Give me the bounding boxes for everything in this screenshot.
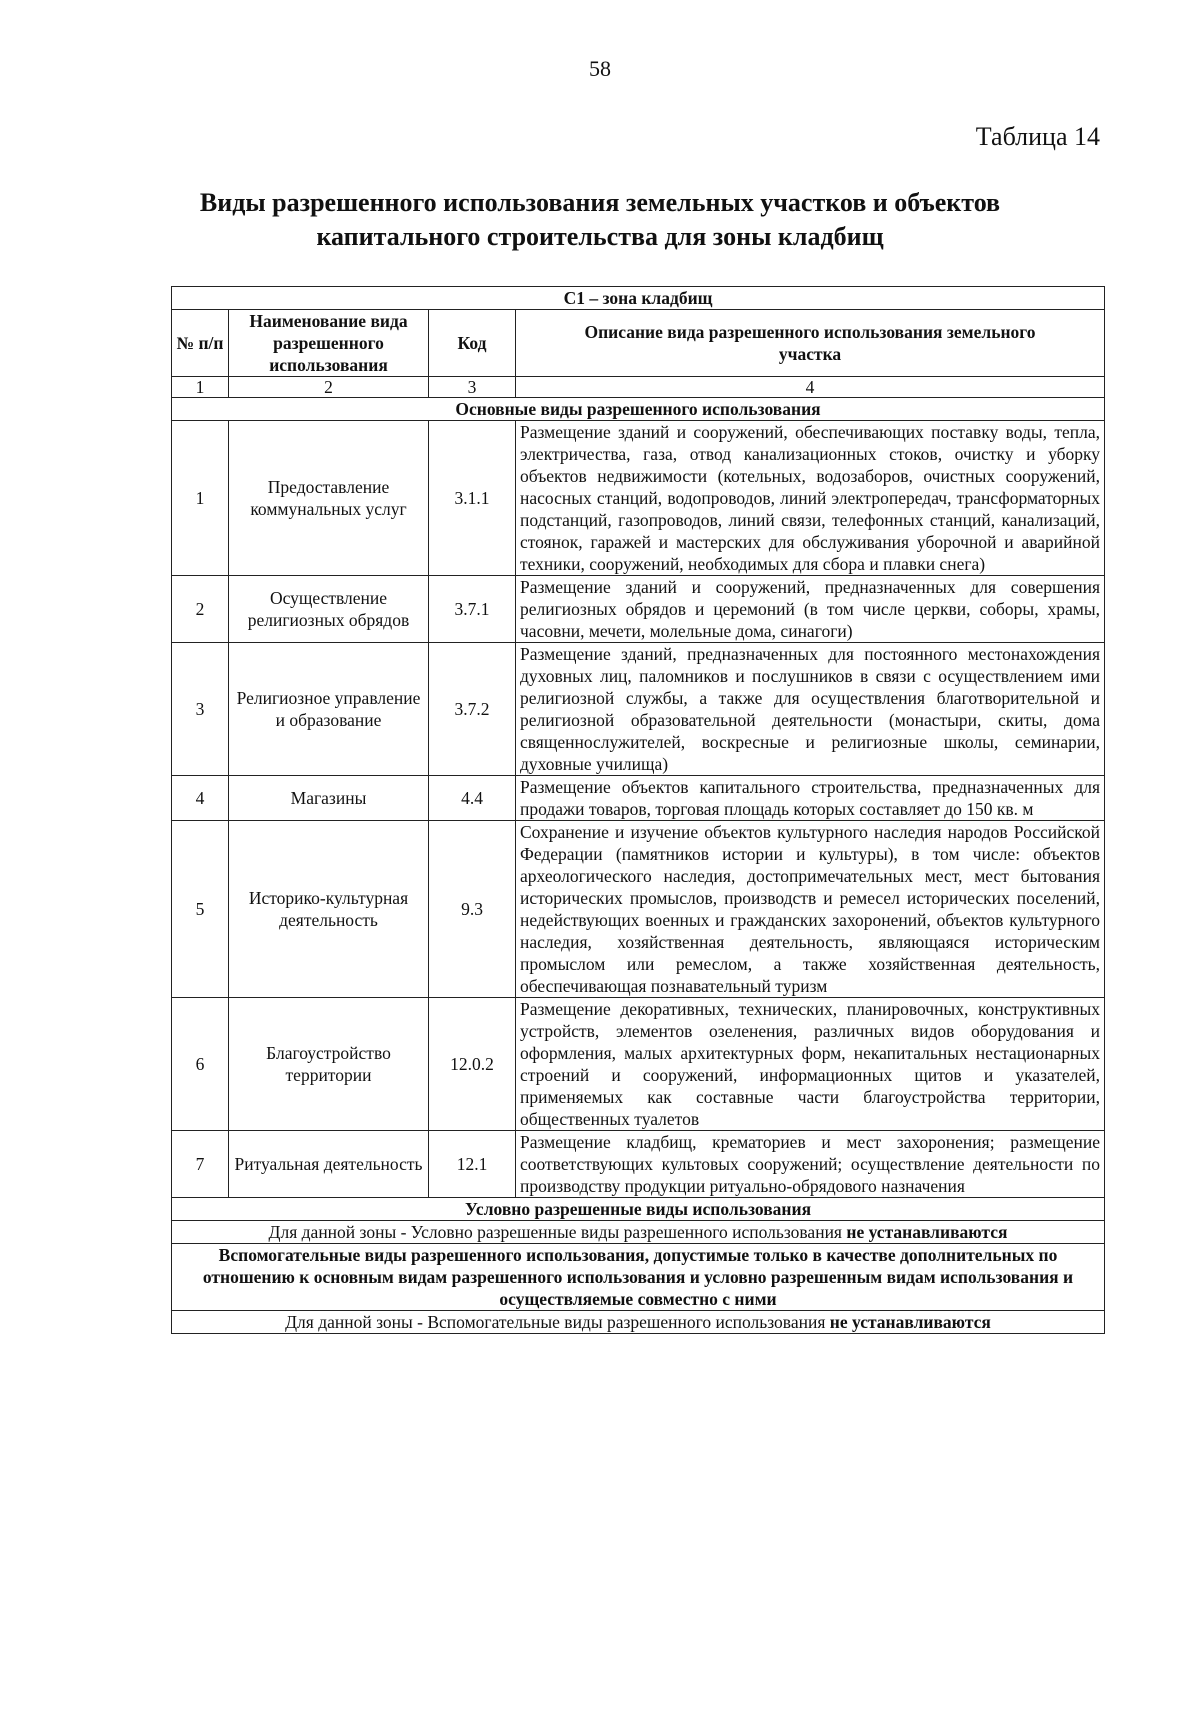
auxiliary-note-row xyxy=(172,1311,1105,1334)
table-row xyxy=(172,776,1105,821)
row-number: 7 xyxy=(172,1131,229,1198)
title-line-1: Виды разрешенного использования земельных участков и объектов xyxy=(199,188,1001,217)
table-label: Таблица 14 xyxy=(975,122,1100,151)
row-name: Ритуальная деятельность xyxy=(229,1131,429,1198)
column-number-row xyxy=(172,377,1105,398)
row-code: 12.0.2 xyxy=(429,998,516,1131)
row-description: Размещение объектов капитального строительства, предназначенных для продажи товаров, торговая площадь которых составляет до 150 кв. м xyxy=(516,776,1105,821)
row-description: Размещение зданий, предназначенных для постоянного местонахождения духовных лиц, паломников и послушников в связи с осуществлением ими религиозной службы, а также для осуществления благотворительной и религиозной образовательной деятельности (монастыри, скиты, дома священнослужителей, воскресные и религиозные школы, семинарии, духовные училища) xyxy=(516,643,1105,776)
auxiliary-note xyxy=(172,1311,1105,1334)
row-number: 4 xyxy=(172,776,229,821)
row-name: Магазины xyxy=(229,776,429,821)
row-description: Сохранение и изучение объектов культурного наследия народов Российской Федерации (памятников истории и культуры), в том числе: объектов археологического наследия, достопримечательных мест, мест бытования исторических промыслов, производств и ремесел исторических поселений, недействующих военных и гражданских захоронений, объектов культурного наследия, хозяйственная деятельность, являющаяся историческим промыслом или ремеслом, а также хозяйственная деятельность, обеспечивающая познавательный туризм xyxy=(516,821,1105,998)
zone-header-row xyxy=(172,287,1105,310)
row-name: Осуществление религиозных обрядов xyxy=(229,576,429,643)
row-code: 12.1 xyxy=(429,1131,516,1198)
auxiliary-note-emphasis: не устанавливаются xyxy=(829,1312,991,1332)
auxiliary-section-heading: Вспомогательные виды разрешенного использования, допустимые только в качестве дополнительных по отношению к основным видам разрешенного использования и условно разрешенным видам использования и осуществляемые совместно с ними xyxy=(172,1244,1105,1311)
row-number: 3 xyxy=(172,643,229,776)
header-num: № п/п xyxy=(172,310,229,377)
header-name: Наименование вида разрешенного использования xyxy=(229,310,429,377)
conditional-note xyxy=(172,1221,1105,1244)
row-number: 2 xyxy=(172,576,229,643)
row-description: Размещение зданий и сооружений, обеспечивающих поставку воды, тепла, электричества, газа, отвод канализационных стоков, очистку и уборку объектов недвижимости (котельных, водозаборов, очистных сооружений, насосных станций, водопроводов, линий электропередач, трансформаторных подстанций, газопроводов, линий связи, телефонных станций, канализаций, стоянок, гаражей и мастерских для обслуживания уборочной и аварийной техники, сооружений, необходимых для сбора и плавки снега) xyxy=(516,421,1105,576)
row-name: Историко-культурная деятельность xyxy=(229,821,429,998)
row-code: 3.7.1 xyxy=(429,576,516,643)
conditional-note-emphasis: не устанавливаются xyxy=(846,1222,1008,1242)
header-description: Описание вида разрешенного использования земельного участка xyxy=(516,310,1105,377)
col-number-2: 2 xyxy=(229,377,429,398)
col-number-3: 3 xyxy=(429,377,516,398)
conditional-section-heading: Условно разрешенные виды использования xyxy=(172,1198,1105,1221)
auxiliary-section-row xyxy=(172,1244,1105,1311)
row-code: 4.4 xyxy=(429,776,516,821)
header-code: Код xyxy=(429,310,516,377)
conditional-section-row xyxy=(172,1198,1105,1221)
main-section-heading: Основные виды разрешенного использования xyxy=(172,398,1105,421)
document-title xyxy=(140,186,1060,254)
row-description: Размещение декоративных, технических, планировочных, конструктивных устройств, элементов озеленения, различных видов оборудования и оформления, малых архитектурных форм, некапитальных нестационарных строений и сооружений, информационных щитов и указателей, применяемых как составные части благоустройства территории, общественных туалетов xyxy=(516,998,1105,1131)
conditional-note-row xyxy=(172,1221,1105,1244)
auxiliary-note-text: Для данной зоны - Вспомогательные виды разрешенного использования xyxy=(285,1312,830,1332)
table-row xyxy=(172,421,1105,576)
page-number: 58 xyxy=(589,56,611,81)
row-number: 6 xyxy=(172,998,229,1131)
zone-table xyxy=(171,286,1105,1334)
table-row xyxy=(172,643,1105,776)
table-row xyxy=(172,576,1105,643)
table-row xyxy=(172,821,1105,998)
conditional-note-text: Для данной зоны - Условно разрешенные виды разрешенного использования xyxy=(268,1222,847,1242)
row-number: 5 xyxy=(172,821,229,998)
row-number: 1 xyxy=(172,421,229,576)
row-description: Размещение кладбищ, крематориев и мест захоронения; размещение соответствующих культовых сооружений; осуществление деятельности по производству продукции ритуально-обрядового назначения xyxy=(516,1131,1105,1198)
row-code: 9.3 xyxy=(429,821,516,998)
row-name: Религиозное управление и образование xyxy=(229,643,429,776)
main-section-row xyxy=(172,398,1105,421)
row-code: 3.1.1 xyxy=(429,421,516,576)
zone-header: С1 – зона кладбищ xyxy=(172,287,1105,310)
table-row xyxy=(172,1131,1105,1198)
row-name: Предоставление коммунальных услуг xyxy=(229,421,429,576)
row-name: Благоустройство территории xyxy=(229,998,429,1131)
row-description: Размещение зданий и сооружений, предназначенных для совершения религиозных обрядов и церемоний (в том числе церкви, соборы, храмы, часовни, мечети, молельные дома, синагоги) xyxy=(516,576,1105,643)
col-number-1: 1 xyxy=(172,377,229,398)
col-number-4: 4 xyxy=(516,377,1105,398)
column-header-row xyxy=(172,310,1105,377)
title-line-2: капитального строительства для зоны кладбищ xyxy=(316,222,884,251)
row-code: 3.7.2 xyxy=(429,643,516,776)
table-row xyxy=(172,998,1105,1131)
